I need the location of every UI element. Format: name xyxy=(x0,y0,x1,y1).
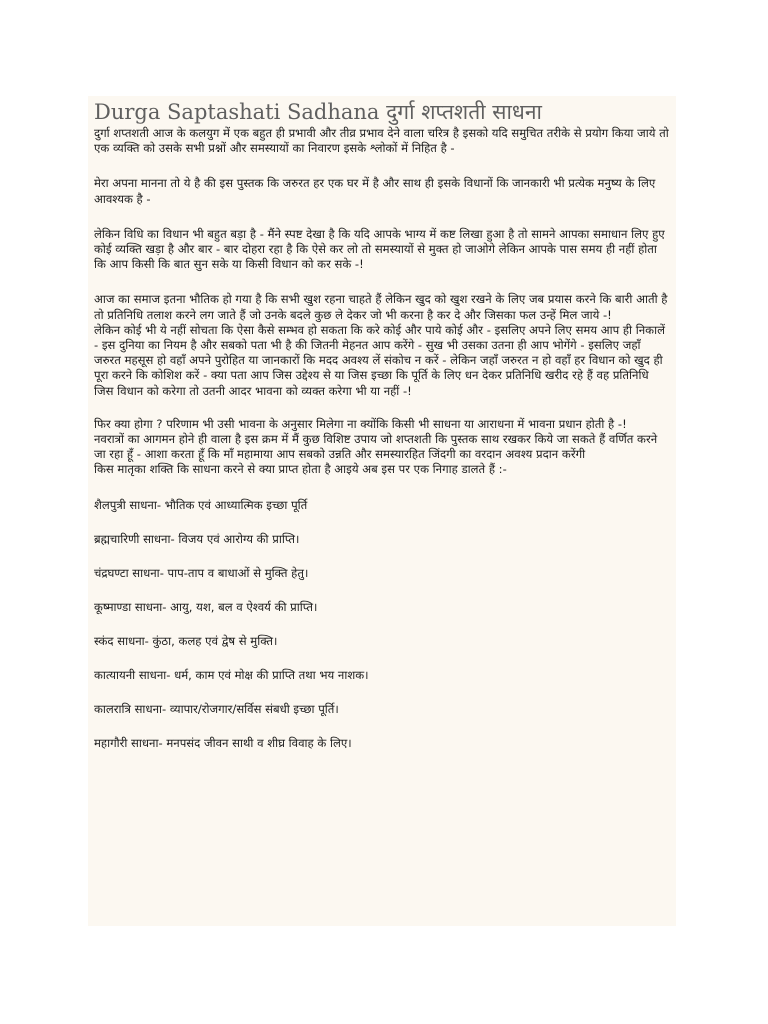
list-item-skanda: स्कंद साधना- कुंठा, कलह एवं द्वेष से मुक्ति। xyxy=(94,633,278,648)
list-item-brahmacharini: ब्रह्मचारिणी साधना- विजय एवं आरोग्य की प्राप्ति। xyxy=(94,531,300,546)
paragraph-society: आज का समाज इतना भौतिक हो गया है कि सभी खुश रहना चाहते हैं लेकिन खुद को खुश रखने के लिए जब प्रयास करने कि बारी आती है तो प्रतिनिधि तलाश करने लग जाते हैं जो उनके बदले कुछ ले देकर जो भी करना है कर दे और जिसका फल उन्हें मिल जाये -! xyxy=(94,292,668,322)
list-item-katyayani: कात्यायनी साधना- धर्म, काम एवं मोक्ष की प्राप्ति तथा भय नाशक। xyxy=(94,667,369,682)
list-item-kalratri: कालरात्रि साधना- व्यापार/रोजगार/सर्विस संबधी इच्छा पूर्ति। xyxy=(94,701,339,716)
paragraph-matrika-intro: किस मातृका शक्ति कि साधना करने से क्या प्राप्त होता है आइये अब इस पर एक निगाह डालते हैं :- xyxy=(94,462,507,477)
paragraph-navratri: नवरात्रों का आगमन होने ही वाला है इस क्रम में मैं कुछ विशिष्ट उपाय जो शप्तशती कि पुस्तक साथ रखकर किये जा सकते हैं वर्णित करने जा रहा हूँ - आशा करता हूँ कि माँ महामाया आप सबको उन्नति और समस्यारहित जिंदगी का वरदान अवश्य प्रदान करेंगी xyxy=(94,432,658,462)
document-content xyxy=(88,96,676,770)
sadhana-list xyxy=(94,498,670,770)
list-item-mahagauri: महागौरी साधना- मनपसंद जीवन साथी व शीघ्र विवाह के लिए। xyxy=(94,735,352,750)
document-title: Durga Saptashati Sadhana दुर्गा शप्तशती साधना xyxy=(94,100,542,124)
paragraph-intro: दुर्गा शप्तशती आज के कलयुग में एक बहुत ही प्रभावी और तीव्र प्रभाव देने वाला चरित्र है इसको यदि समुचित तरीके से प्रयोग किया जाये तो एक व्यक्ति को उसके सभी प्रश्नों और समस्यायों का निवारण इसके श्लोकों में निहित है - xyxy=(94,126,669,156)
list-item-chandraghanta: चंद्रघण्टा साधना- पाप-ताप व बाधाओं से मुक्ति हेतु। xyxy=(94,565,309,580)
list-item-shailputri: शैलपुत्री साधना- भौतिक एवं आध्यात्मिक इच्छा पूर्ति xyxy=(94,497,308,512)
paragraph-destiny: लेकिन विधि का विधान भी बहुत बड़ा है - मैंने स्पष्ट देखा है कि यदि आपके भाग्य में कष्ट लिखा हुआ है तो सामने आपका समाधान लिए हुए कोई व्यक्ति खड़ा है और बार - बार दोहरा रहा है कि ऐसे कर लो तो समस्यायों से मुक्त हो जाओगे लेकिन आपके पास समय ही नहीं होता कि आप किसी कि बात सुन सके या किसी विधान को कर सके -! xyxy=(94,226,665,272)
paragraph-gap xyxy=(94,399,670,417)
paragraph-opinion: मेरा अपना मानना तो ये है की इस पुस्तक कि जरुरत हर एक घर में है और साथ ही इसके विधानों कि जानकारी भी प्रत्येक मनुष्य के लिए आवश्यक है - xyxy=(94,176,656,206)
list-item-kushmanda: कूष्माण्डा साधना- आयु, यश, बल व ऐश्वर्य की प्राप्ति। xyxy=(94,599,318,614)
paragraph-effort: लेकिन कोई भी ये नहीं सोचता कि ऐसा कैसे सम्भव हो सकता कि करे कोई और पाये कोई और - इसलिए अपने लिए समय आप ही निकालें - इस दुनिया का नियम है और सबको पता भी है की जितनी मेहनत आप करेंगे - सुख भी उसका उतना ही आप भोगेंगे - इसलिए जहाँ जरुरत महसूस हो वहाँ अपने पुरोहित या जानकारों कि मदद अवश्य लें संकोच न करें - लेकिन जहाँ जरुरत न हो वहाँ हर विधान को खुद ही पूरा करने कि कोशिश करें - क्या पता आप जिस उद्देश्य से या जिस इच्छा कि पूर्ति के लिए धन देकर प्रतिनिधि खरीद रहे हैं वह प्रतिनिधि जिस विधान को करेगा तो उतनी आदर भावना को व्यक्त करेगा भी या नहीं -! xyxy=(94,322,665,398)
document-page xyxy=(88,96,676,926)
paragraph-result: फिर क्या होगा ? परिणाम भी उसी भावना के अनुसार मिलेगा ना क्योंकि किसी भी साधना या आराधना में भावना प्रधान होती है -! xyxy=(94,416,627,431)
